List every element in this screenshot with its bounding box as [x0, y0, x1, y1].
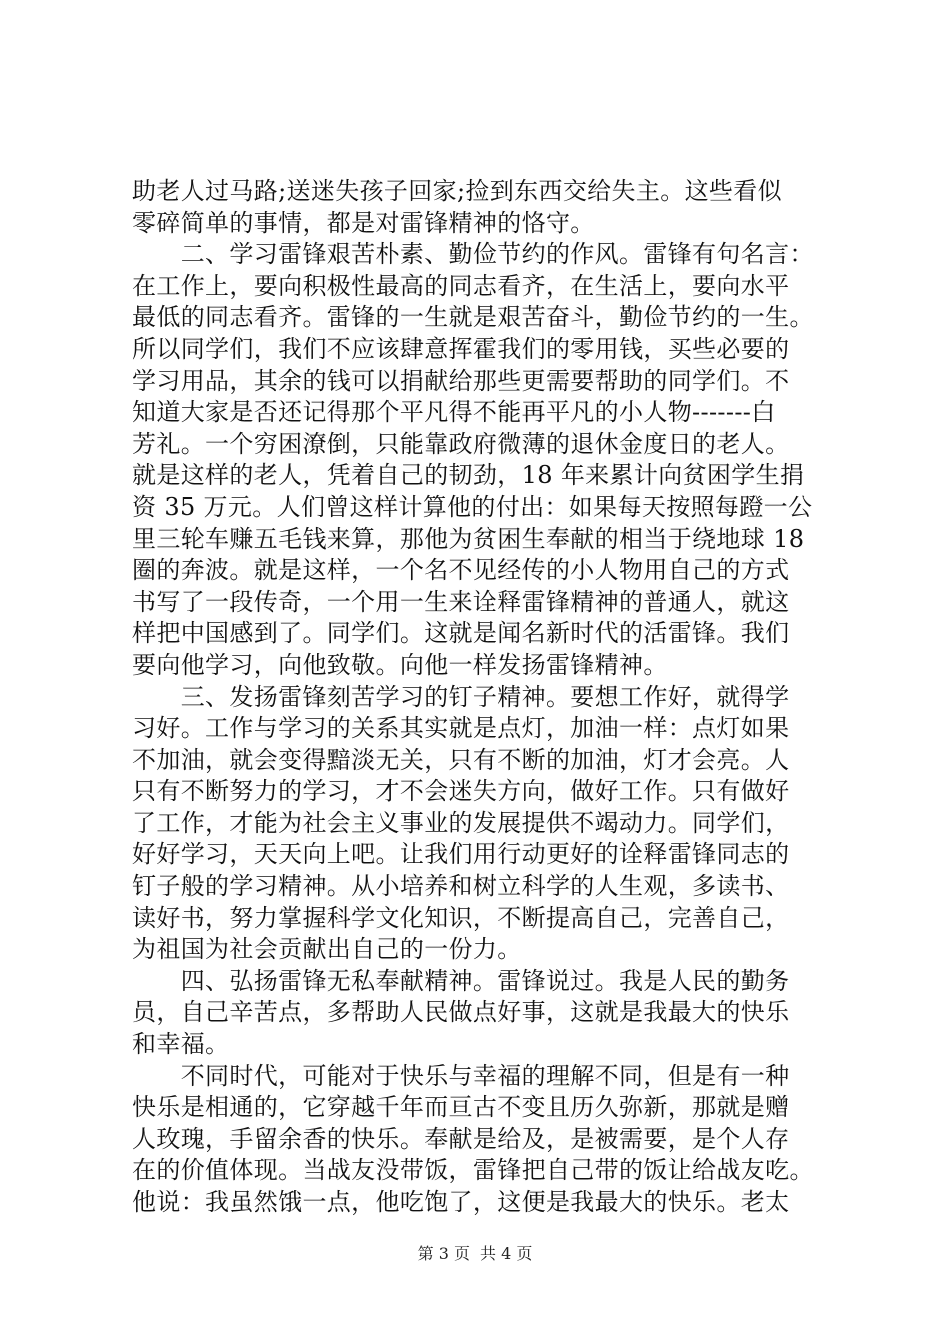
- text-line: 所以同学们，我们不应该肆意挥霍我们的零用钱，买些必要的: [132, 334, 790, 363]
- document-body: [132, 176, 852, 1219]
- text-line: 员，自己辛苦点，多帮助人民做点好事，这就是我最大的快乐: [132, 998, 790, 1027]
- page-number: 第 3 页: [417, 1244, 470, 1263]
- text-line: 圈的奔波。就是这样，一个名不见经传的小人物用自己的方式: [132, 556, 790, 585]
- text-line: 钉子般的学习精神。从小培养和树立科学的人生观，多读书、: [132, 872, 790, 901]
- page-footer: [0, 1244, 950, 1264]
- text-line: 三、发扬雷锋刻苦学习的钉子精神。要想工作好，就得学: [132, 682, 790, 711]
- text-line: 读好书，努力掌握科学文化知识，不断提高自己，完善自己，: [132, 903, 790, 932]
- text-line: 要向他学习，向他致敬。向他一样发扬雷锋精神。: [132, 650, 668, 679]
- text-line: 不同时代，可能对于快乐与幸福的理解不同，但是有一种: [132, 1061, 790, 1090]
- page-total: 共 4 页: [480, 1244, 533, 1263]
- text-line: 为祖国为社会贡献出自己的一份力。: [132, 935, 522, 964]
- text-line: 资 35 万元。人们曾这样计算他的付出：如果每天按照每蹬一公: [132, 492, 813, 521]
- text-line: 在的价值体现。当战友没带饭，雷锋把自己带的饭让给战友吃。: [132, 1156, 814, 1185]
- text-line: 里三轮车赚五毛钱来算，那他为贫困生奉献的相当于绕地球 18: [132, 524, 805, 553]
- text-line: 学习用品，其余的钱可以捐献给那些更需要帮助的同学们。不: [132, 366, 790, 395]
- text-line: 芳礼。一个穷困潦倒，只能靠政府微薄的退休金度日的老人。: [132, 429, 790, 458]
- text-line: 就是这样的老人，凭着自己的韧劲，18 年来累计向贫困学生捐: [132, 461, 805, 490]
- text-line: 人玫瑰，手留余香的快乐。奉献是给及，是被需要，是个人存: [132, 1124, 790, 1153]
- text-line: 快乐是相通的，它穿越千年而亘古不变且历久弥新，那就是赠: [132, 1093, 790, 1122]
- text-line: 二、学习雷锋艰苦朴素、勤俭节约的作风。雷锋有句名言：: [132, 240, 814, 269]
- text-line: 习好。工作与学习的关系其实就是点灯，加油一样：点灯如果: [132, 714, 790, 743]
- text-line: 最低的同志看齐。雷锋的一生就是艰苦奋斗，勤俭节约的一生。: [132, 303, 814, 332]
- text-line: 知道大家是否还记得那个平凡得不能再平凡的小人物-------白: [132, 398, 776, 427]
- text-line: 和幸福。: [132, 1030, 230, 1059]
- text-line: 助老人过马路;送迷失孩子回家;捡到东西交给失主。这些看似: [132, 177, 782, 205]
- text-line: 书写了一段传奇，一个用一生来诠释雷锋精神的普通人，就这: [132, 587, 790, 616]
- text-line: 了工作，才能为社会主义事业的发展提供不竭动力。同学们，: [132, 808, 790, 837]
- text-line: 不加油，就会变得黯淡无关，只有不断的加油，灯才会亮。人: [132, 745, 790, 774]
- text-line: 好好学习，天天向上吧。让我们用行动更好的诠释雷锋同志的: [132, 840, 790, 869]
- text-line: 样把中国感到了。同学们。这就是闻名新时代的活雷锋。我们: [132, 619, 790, 648]
- text-line: 四、弘扬雷锋无私奉献精神。雷锋说过。我是人民的勤务: [132, 966, 790, 995]
- text-line: 在工作上，要向积极性最高的同志看齐，在生活上，要向水平: [132, 271, 790, 300]
- text-line: 只有不断努力的学习，才不会迷失方向，做好工作。只有做好: [132, 777, 790, 806]
- text-line: 零碎简单的事情，都是对雷锋精神的恪守。: [132, 208, 595, 237]
- text-line: 他说：我虽然饿一点，他吃饱了，这便是我最大的快乐。老太: [132, 1188, 790, 1216]
